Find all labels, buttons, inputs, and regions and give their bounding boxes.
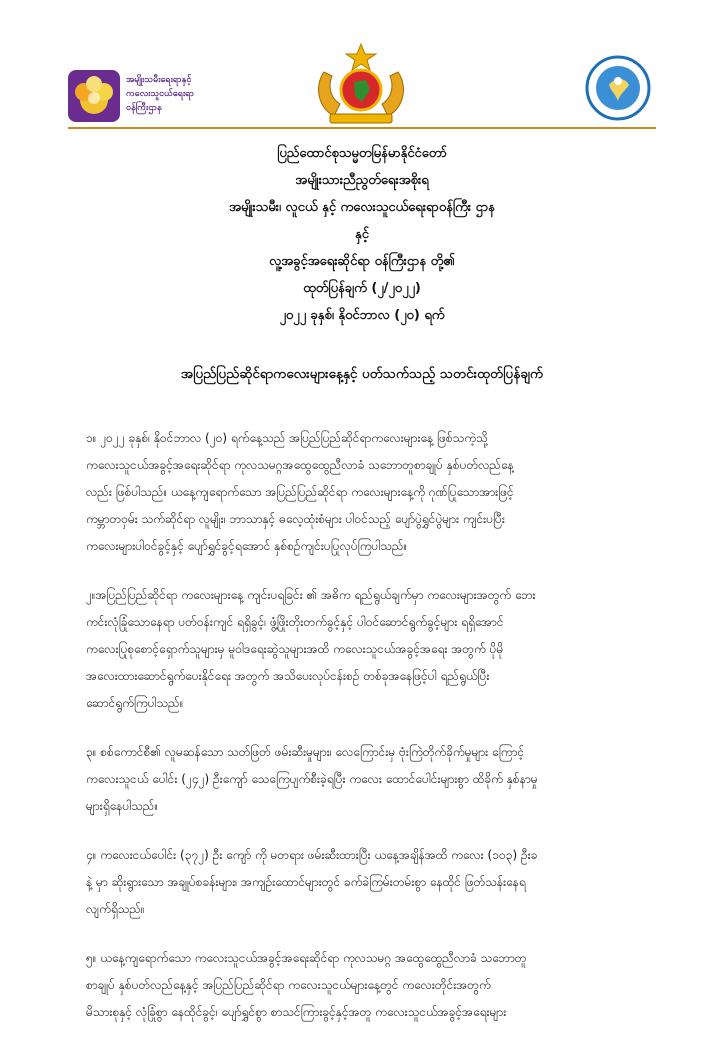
paragraph-line: လည်း ဖြစ်ပါသည်။ ယနေ့ကျရောက်သော အပြည်ပြည်ဆိုင်ရာ ကလေးများနေ့ကို ဂုဏ်ပြုသောအားဖြင့် bbox=[86, 485, 514, 499]
ministry-women-youth-children-logo bbox=[68, 70, 238, 122]
paragraph-line: မိသားစုနှင့် လုံခြုံစွာ နေထိုင်ခွင့်၊ ပျော်ရွှင်စွာ စာသင်ကြားခွင့်နှင့်အတူ ကလေးသူငယ်အခွင့်အရေးများ bbox=[86, 1005, 507, 1019]
paragraph-line: ၅။ ယနေ့ကျရောက်သော ကလေးသူငယ်အခွင့်အရေးဆိုင်ရာ ကုလသမဂ္ဂ အထွေထွေညီလာခံ သဘောတူ bbox=[86, 951, 527, 965]
paragraph-line: စာချုပ် နှစ်ပတ်လည်နေ့နှင့် အပြည်ပြည်ဆိုင်ရာ ကလေးသူငယ်များနေ့တွင် ကလေးတိုင်းအတွက် bbox=[86, 978, 491, 992]
paragraph-line: ၁။ ၂၀၂၂ ခုနှစ်၊ နိုဝင်ဘာလ (၂၀) ရက်နေ့သည် အပြည်ပြည်ဆိုင်ရာကလေးများနေ့ ဖြစ်သကဲ့သို့ bbox=[86, 431, 488, 445]
flower-logo-icon bbox=[68, 70, 120, 122]
paragraph-line: ကလေးများပါဝင်ခွင့်နှင့် ပျော်ရွှင်ခွင့်ရအောင် နှစ်စဉ်ကျင်းပပြုလုပ်ကြပါသည်။ bbox=[86, 539, 408, 553]
statement-date: ၂၀၂၂ ခုနှစ်၊ နိုဝင်ဘာလ (၂၀) ရက် bbox=[279, 308, 445, 323]
paragraph-line: ၄။ ကလေးငယ်ပေါင်း (၃၇၂) ဦး ကျော် ကို မတရား ဖမ်းဆီးထားပြီး ယနေ့အချိန်အထိ ကလေး (၁၀၃) ဦးခ bbox=[86, 848, 538, 862]
heading-line: အမျိုးသမီး၊ လူငယ် နှင့် ကလေးသူငယ်ရေးရာဝန်ကြီး ဌာန bbox=[229, 200, 495, 215]
heading-line: နှင့် bbox=[355, 227, 369, 242]
paragraph-line: လျက်ရှိသည်။ bbox=[86, 902, 145, 916]
document-heading bbox=[0, 140, 724, 329]
left-logo-line: ဝန်ကြီးဌာန bbox=[126, 103, 162, 113]
paragraph-line: အလေးထားဆောင်ရွက်ပေးနိုင်ရေး အတွက် အသိပေးလုပ်ငန်းစဉ် တစ်ခုအနေဖြင့်ပါ ရည်ရွယ်ပြီး bbox=[86, 669, 490, 683]
statement-subject: အပြည်ပြည်ဆိုင်ရာကလေးများနေ့နှင့် ပတ်သက်သည့် သတင်းထုတ်ပြန်ချက် bbox=[180, 366, 544, 382]
state-emblem-icon bbox=[310, 42, 412, 124]
paragraph-line: နဲ့ မှာ ဆိုးရွားသော အချုပ်စခန်းများ၊ အကျဉ်းထောင်များတွင် ခက်ခဲကြမ်းတမ်းစွာ နေထိုင် ဖြတ်သန်းနေရ bbox=[86, 875, 526, 889]
paragraph-1 bbox=[86, 425, 654, 560]
paragraph-line: ကလေးသူငယ်အခွင့်အရေးဆိုင်ရာ ကုလသမဂ္ဂအထွေထွေညီလာခံ သဘောတူစာချုပ် နှစ်ပတ်လည်နေ့ bbox=[86, 458, 514, 472]
letterhead bbox=[0, 0, 724, 130]
paragraph-line: ကလေးပြုစုစောင့်ရှောက်သူများမှ မူဝါဒရေးဆွဲသူများအထိ ကလေးသူငယ်အခွင့်အရေး အတွက် ပိုမို bbox=[86, 642, 504, 656]
heading-line: ပြည်ထောင်စုသမ္မတမြန်မာနိုင်ငံတော် bbox=[277, 146, 447, 161]
left-logo-line: အမျိုးသမီးရေးရာနှင့် bbox=[126, 75, 192, 85]
statement-number: ထုတ်ပြန်ချက် (၂/၂၀၂၂) bbox=[303, 281, 421, 296]
paragraph-2 bbox=[86, 582, 654, 717]
paragraph-4 bbox=[86, 842, 654, 923]
paragraph-line: ကလေးသူငယ် ပေါင်း (၂၄၂) ဦးကျော် သေကြေပျက်စီးခဲ့ရပြီး ကလေး ထောင်ပေါင်းများစွာ ထိခိုက် နှစ်နာမှု bbox=[86, 772, 538, 786]
left-logo-line: ကလေးသူငယ်ရေးရာ bbox=[126, 89, 195, 99]
left-logo-text bbox=[126, 73, 236, 115]
paragraph-3 bbox=[86, 739, 654, 820]
ministry-human-rights-logo-icon bbox=[585, 55, 651, 121]
heading-line: လူ့အခွင့်အရေးဆိုင်ရာ ဝန်ကြီးဌာန တို့၏ bbox=[269, 254, 455, 269]
heading-line: အမျိုးသားညီညွတ်ရေးအစိုးရ bbox=[295, 173, 429, 188]
paragraph-line: ကမ္ဘာတဝှမ်း သက်ဆိုင်ရာ လူမျိုး၊ ဘာသာနှင့် ဓလေ့ထုံးစံများ ပါဝင်သည့် ပျော်ပွဲရွှင်ပွဲများ ကျင်းပပြီး bbox=[86, 512, 505, 526]
paragraph-line: ၃။ စစ်ကောင်စီ၏ လူမဆန်သော သတ်ဖြတ် ဖမ်းဆီးမှုများ၊ လေကြောင်းမှ ဗုံးကြဲတိုက်ခိုက်မှုများ ကြောင့် bbox=[86, 745, 525, 759]
paragraph-line: ၂။အပြည်ပြည်ဆိုင်ရာ ကလေးများနေ့ ကျင်းပရခြင်း ၏ အဓိက ရည်ရွယ်ချက်မှာ ကလေးများအတွက် ဘေး bbox=[86, 588, 536, 602]
paragraph-line: ဆောင်ရွက်ကြပါသည်။ bbox=[86, 696, 184, 710]
letterhead-divider bbox=[68, 127, 656, 129]
paragraph-line: များရှိနေပါသည်။ bbox=[86, 799, 159, 813]
paragraph-5 bbox=[86, 945, 654, 1026]
statement-body bbox=[86, 425, 654, 1048]
paragraph-line: ကင်းလုံခြုံသောနေရာ ပတ်ဝန်းကျင် ရရှိခွင့်၊ ဖွံ့ဖြိုးတိုးတက်ခွင့်နှင့် ပါဝင်ဆောင်ရွက်ခွင့်များ ရရှိအောင် bbox=[86, 615, 504, 629]
